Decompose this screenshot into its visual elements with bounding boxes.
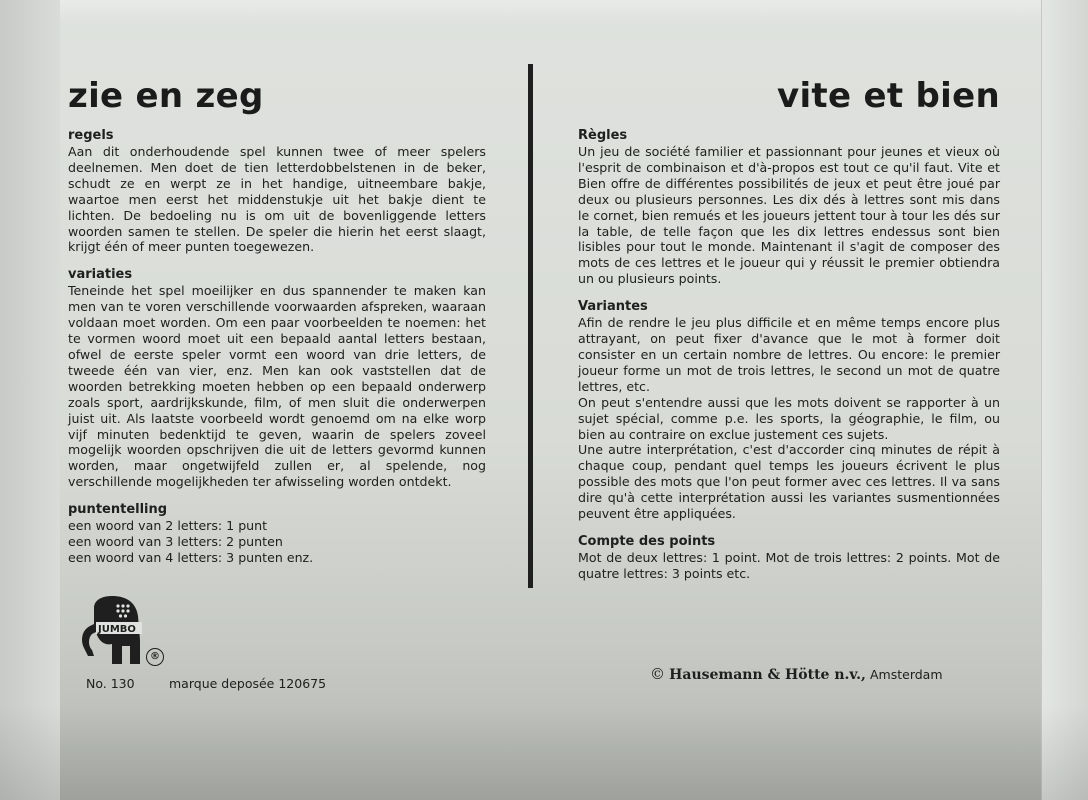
copyright-symbol: © <box>650 665 665 683</box>
french-instructions <box>578 76 1000 582</box>
trademark-notice: marque deposée 120675 <box>169 676 327 691</box>
registered-mark: ® <box>146 648 164 666</box>
dutch-scoring-heading: puntentelling <box>68 502 168 518</box>
box-top-edge <box>0 0 1088 22</box>
dutch-scoring-line: een woord van 4 letters: 3 punten enz. <box>68 549 314 565</box>
dutch-variations-text: Teneinde het spel moeilijker en dus spannender te maken kan men van te voren verschillende voorwaarden afspreken, waaraan voldaan moet worden. Om een paar voorbeelden te noemen: het te vormen woord moet uit een bepaald aantal letters bestaan, ofwel de eerste speler vormt een woord van drie letters, de tweede één van vier, enz. Men kan ook vaststellen dat de woorden betrekking moeten hebben op een bepaald onderwerp zoals sport, aardrijkskunde, film, of men sluit die onderwerpen juist uit. Als laatste voorbeeld wordt genoemd om na elke worp vijf minuten bedenktijd te geven, waarin de spelers zoveel mogelijk woorden opschrijven die uit de letters gevormd kunnen worden, maar ongetwijfeld zullen er, al spelende, nog verschillende mogelijkheden ter afwisseling worden ontdekt. <box>68 283 486 490</box>
publisher-name: Hausemann & Hötte n.v., <box>669 667 866 683</box>
model-number: No. 130 <box>86 676 135 691</box>
dutch-title: zie en zeg <box>68 76 264 116</box>
french-title: vite et bien <box>777 76 1000 116</box>
publisher-line <box>650 665 943 683</box>
box-right-wall <box>1041 0 1088 800</box>
dutch-instructions <box>68 76 486 566</box>
french-scoring-text: Mot de deux lettres: 1 point. Mot de trois lettres: 2 points. Mot de quatre lettres: 3 points etc. <box>578 549 1000 581</box>
column-divider <box>528 64 533 588</box>
french-variants-heading: Variantes <box>578 299 648 315</box>
french-rules-heading: Règles <box>578 128 628 143</box>
french-scoring-heading: Compte des points <box>578 533 716 549</box>
french-rules-text: Un jeu de société familier et passionnant pour jeunes et vieux où l'esprit de combinaison et d'à-propos est tout ce qu'il faut. Vite et Bien offre de différentes possibilités de jeux et peut être joué par deux ou plusieurs personnes. Les dix dés à lettres sont mis dans le cornet, bien remués et les joueurs jettent tour à tour les dés sur la table, de telle façon que les dix lettres endessus sont bien lisibles pour tout le monde. Maintenant il s'agit de composer des mots de ces lettres et le joueur qui y réussit le premier obtiendra un ou plusieurs points. <box>578 144 1000 287</box>
french-variants-paragraph: On peut s'entendre aussi que les mots doivent se rapporter à un sujet spécial, comme p.e. les sports, la géographie, le film, ou bien au contraire on exclue justement ces sujets. <box>578 394 1000 442</box>
box-bottom-shadow <box>0 705 1088 800</box>
dutch-scoring-line: een woord van 3 letters: 2 punten <box>68 534 283 550</box>
dutch-scoring-line: een woord van 2 letters: 1 punt <box>68 518 268 534</box>
french-variants-paragraph: Une autre interprétation, c'est d'accorder cinq minutes de répit à chaque coup, pendant quel temps les joueurs écrivent le plus possible des mots que l'on peut former avec ces lettres. Il va sans dire qu'à cette interprétation aussi les variantes susmentionnées peuvent être appliquées. <box>578 442 1000 522</box>
dutch-variations-heading: variaties <box>68 267 133 283</box>
logo-text: JUMBO <box>98 624 136 635</box>
dutch-rules-heading: regels <box>68 128 114 143</box>
box-left-wall <box>0 0 60 800</box>
publisher-city: Amsterdam <box>870 667 943 682</box>
dutch-rules-text: Aan dit onderhoudende spel kunnen twee of meer spelers deelnemen. Men doet de tien letterdobbelstenen in de beker, schudt ze en werpt ze in het handige, uitneembare bakje, waartoe men eerst het middenstukje uit het bakje dient te lichten. De bedoeling nu is om uit de bovenliggende letters woorden samen te stellen. De speler die hierin het eerst slaagt, krijgt één of meer punten toegewezen. <box>68 144 486 255</box>
french-variants-paragraph: Afin de rendre le jeu plus difficile et en même temps encore plus attrayant, on peut fixer d'avance que le mot à former doit consister en un certain nombre de lettres. Ou encore: le premier joueur forme un mot de trois lettres, le second un mot de quatre lettres, etc. <box>578 315 1000 394</box>
